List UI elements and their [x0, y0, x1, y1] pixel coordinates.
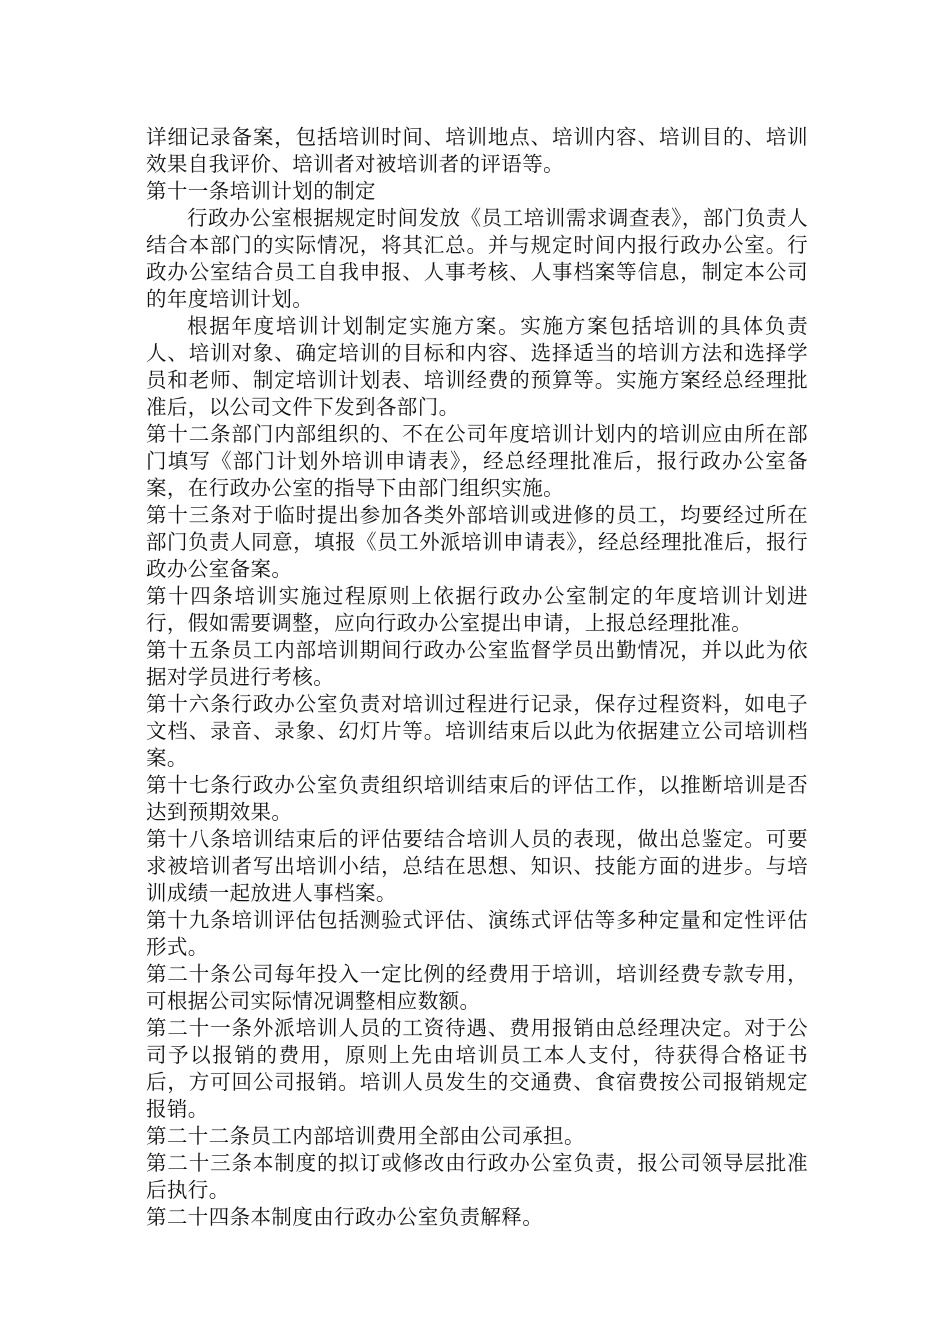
paragraph: 详细记录备案，包括培训时间、培训地点、培训内容、培训目的、培训效果自我评价、培训者对被培训者的评语等。 [146, 125, 808, 176]
article-23: 第二十三条本制度的拟订或修改由行政办公室负责，报公司领导层批准后执行。 [146, 1151, 808, 1202]
article-19: 第十九条培训评估包括测验式评估、演练式评估等多种定量和定性评估形式。 [146, 908, 808, 959]
article-24: 第二十四条本制度由行政办公室负责解释。 [146, 1205, 544, 1229]
article-13: 第十三条对于临时提出参加各类外部培训或进修的员工，均要经过所在部门负责人同意，填报《员工外派培训申请表》，经总经理批准后，报行政办公室备案。 [146, 503, 808, 581]
document-body [146, 124, 808, 1231]
article-14: 第十四条培训实施过程原则上依据行政办公室制定的年度培训计划进行，假如需要调整，应向行政办公室提出申请，上报总经理批准。 [146, 584, 808, 635]
article-15: 第十五条员工内部培训期间行政办公室监督学员出勤情况，并以此为依据对学员进行考核。 [146, 638, 808, 689]
article-18: 第十八条培训结束后的评估要结合培训人员的表现，做出总鉴定。可要求被培训者写出培训小结，总结在思想、知识、技能方面的进步。与培训成绩一起放进人事档案。 [146, 827, 808, 905]
paragraph: 行政办公室根据规定时间发放《员工培训需求调查表》，部门负责人结合本部门的实际情况，将其汇总。并与规定时间内报行政办公室。行政办公室结合员工自我申报、人事考核、人事档案等信息，制定本公司的年度培训计划。 [146, 206, 808, 311]
paragraph: 根据年度培训计划制定实施方案。实施方案包括培训的具体负责人、培训对象、确定培训的目标和内容、选择适当的培训方法和选择学员和老师、制定培训计划表、培训经费的预算等。实施方案经总经理批准后，以公司文件下发到各部门。 [146, 314, 808, 419]
article-16: 第十六条行政办公室负责对培训过程进行记录，保存过程资料，如电子文档、录音、录象、幻灯片等。培训结束后以此为依据建立公司培训档案。 [146, 692, 808, 770]
section-heading: 第十一条培训计划的制定 [146, 179, 376, 203]
article-12: 第十二条部门内部组织的、不在公司年度培训计划内的培训应由所在部门填写《部门计划外培训申请表》，经总经理批准后，报行政办公室备案，在行政办公室的指导下由部门组织实施。 [146, 422, 808, 500]
article-22: 第二十二条员工内部培训费用全部由公司承担。 [146, 1124, 585, 1148]
article-21: 第二十一条外派培训人员的工资待遇、费用报销由总经理决定。对于公司予以报销的费用，原则上先由培训员工本人支付，待获得合格证书后，方可回公司报销。培训人员发生的交通费、食宿费按公司报销规定报销。 [146, 1016, 808, 1121]
article-20: 第二十条公司每年投入一定比例的经费用于培训，培训经费专款专用，可根据公司实际情况调整相应数额。 [146, 962, 808, 1013]
article-17: 第十七条行政办公室负责组织培训结束后的评估工作，以推断培训是否达到预期效果。 [146, 773, 808, 824]
